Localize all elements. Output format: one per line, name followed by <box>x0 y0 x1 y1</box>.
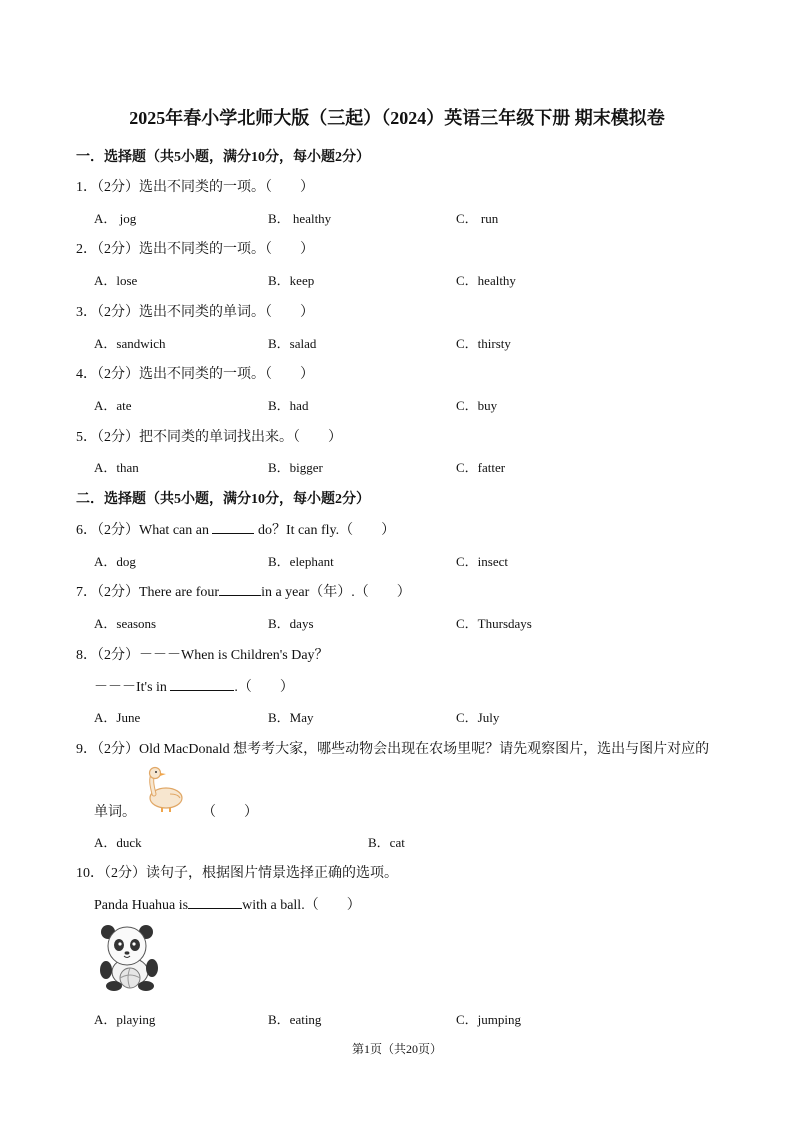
question-8-line-part1: －－－It's in <box>94 680 171 695</box>
question-10-line-part1: Panda Huahua is <box>94 898 189 913</box>
answer-blank[interactable] <box>170 678 234 691</box>
question-8-stem: 8．（2分）－－－When is Children's Day？ <box>76 648 329 663</box>
question-10-option-c[interactable]: C．jumping <box>456 1012 522 1027</box>
question-4-option-c[interactable]: C．buy <box>456 398 498 413</box>
question-1-option-b[interactable]: B． healthy <box>268 211 332 226</box>
question-1-option-c[interactable]: C． run <box>456 211 499 226</box>
question-5-stem: 5．（2分）把不同类的单词找出来。（ ） <box>76 430 342 445</box>
question-2-option-b[interactable]: B．keep <box>268 273 315 288</box>
question-6-option-a[interactable]: A．dog <box>94 554 136 569</box>
question-4-option-a[interactable]: A．ate <box>94 398 132 413</box>
question-9-stem: 9．（2分）Old MacDonald 想考考大家，哪些动物会出现在农场里呢？请先观察图片，选出与图片对应的 <box>76 742 710 757</box>
question-6-stem <box>76 519 395 539</box>
question-6-option-c[interactable]: C．insect <box>456 554 508 569</box>
answer-blank[interactable] <box>188 896 242 909</box>
question-4-option-b[interactable]: B．had <box>268 398 309 413</box>
question-10-option-b[interactable]: B．eating <box>268 1012 322 1027</box>
question-7-stem <box>76 581 411 601</box>
page-footer: 第1页（共20页） <box>351 1042 442 1056</box>
question-3-stem: 3．（2分）选出不同类的单词。（ ） <box>76 305 314 320</box>
question-9-option-b[interactable]: B．cat <box>368 835 405 850</box>
question-4-stem: 4．（2分）选出不同类的一项。（ ） <box>76 367 314 382</box>
question-8-answer-line <box>94 676 294 696</box>
question-6-stem-part1: 6．（2分）What can an <box>76 523 213 538</box>
question-7-option-b[interactable]: B．days <box>268 616 314 631</box>
question-10-option-a[interactable]: A．playing <box>94 1012 156 1027</box>
question-10-line2 <box>94 894 361 914</box>
question-7-stem-part2: in a year（年）.（ ） <box>261 585 411 600</box>
answer-blank[interactable] <box>219 583 261 596</box>
panda-icon <box>94 922 164 992</box>
duck-image <box>140 764 188 814</box>
question-5-option-a[interactable]: A．than <box>94 460 139 475</box>
question-10-stem: 10．（2分）读句子，根据图片情景选择正确的选项。 <box>76 866 398 881</box>
question-7-stem-part1: 7．（2分）There are four <box>76 585 220 600</box>
duck-icon <box>140 764 188 814</box>
question-9-answer-paren: （ ） <box>202 805 258 820</box>
question-2-option-c[interactable]: C．healthy <box>456 273 516 288</box>
question-3-option-a[interactable]: A．sandwich <box>94 336 166 351</box>
question-1-option-a[interactable]: A． jog <box>94 211 137 226</box>
question-6-stem-part2: do？It can fly.（ ） <box>254 523 396 538</box>
question-8-option-c[interactable]: C．July <box>456 710 500 725</box>
question-8-option-b[interactable]: B．May <box>268 710 314 725</box>
section-heading-2: 二．选择题（共5小题，满分10分，每小题2分） <box>76 492 370 507</box>
question-6-option-b[interactable]: B．elephant <box>268 554 334 569</box>
section-heading-1: 一．选择题（共5小题，满分10分，每小题2分） <box>76 150 370 165</box>
question-3-option-c[interactable]: C．thirsty <box>456 336 511 351</box>
question-9-option-a[interactable]: A．duck <box>94 835 142 850</box>
question-10-line-part2: with a ball.（ ） <box>242 898 361 913</box>
page-title: 2025年春小学北师大版（三起）（2024）英语三年级下册 期末模拟卷 <box>129 108 665 128</box>
question-8-line-part2: .（ ） <box>234 680 294 695</box>
question-5-option-b[interactable]: B．bigger <box>268 460 323 475</box>
question-5-option-c[interactable]: C．fatter <box>456 460 506 475</box>
panda-image <box>94 922 164 992</box>
question-3-option-b[interactable]: B．salad <box>268 336 317 351</box>
question-1-stem: 1．（2分）选出不同类的一项。（ ） <box>76 180 314 195</box>
question-2-stem: 2．（2分）选出不同类的一项。（ ） <box>76 242 314 257</box>
answer-blank[interactable] <box>212 521 254 534</box>
question-7-option-c[interactable]: C．Thursdays <box>456 616 532 631</box>
question-9-line2: 单词。 <box>94 805 136 820</box>
question-2-option-a[interactable]: A．lose <box>94 273 138 288</box>
question-7-option-a[interactable]: A．seasons <box>94 616 157 631</box>
question-8-option-a[interactable]: A．June <box>94 710 141 725</box>
